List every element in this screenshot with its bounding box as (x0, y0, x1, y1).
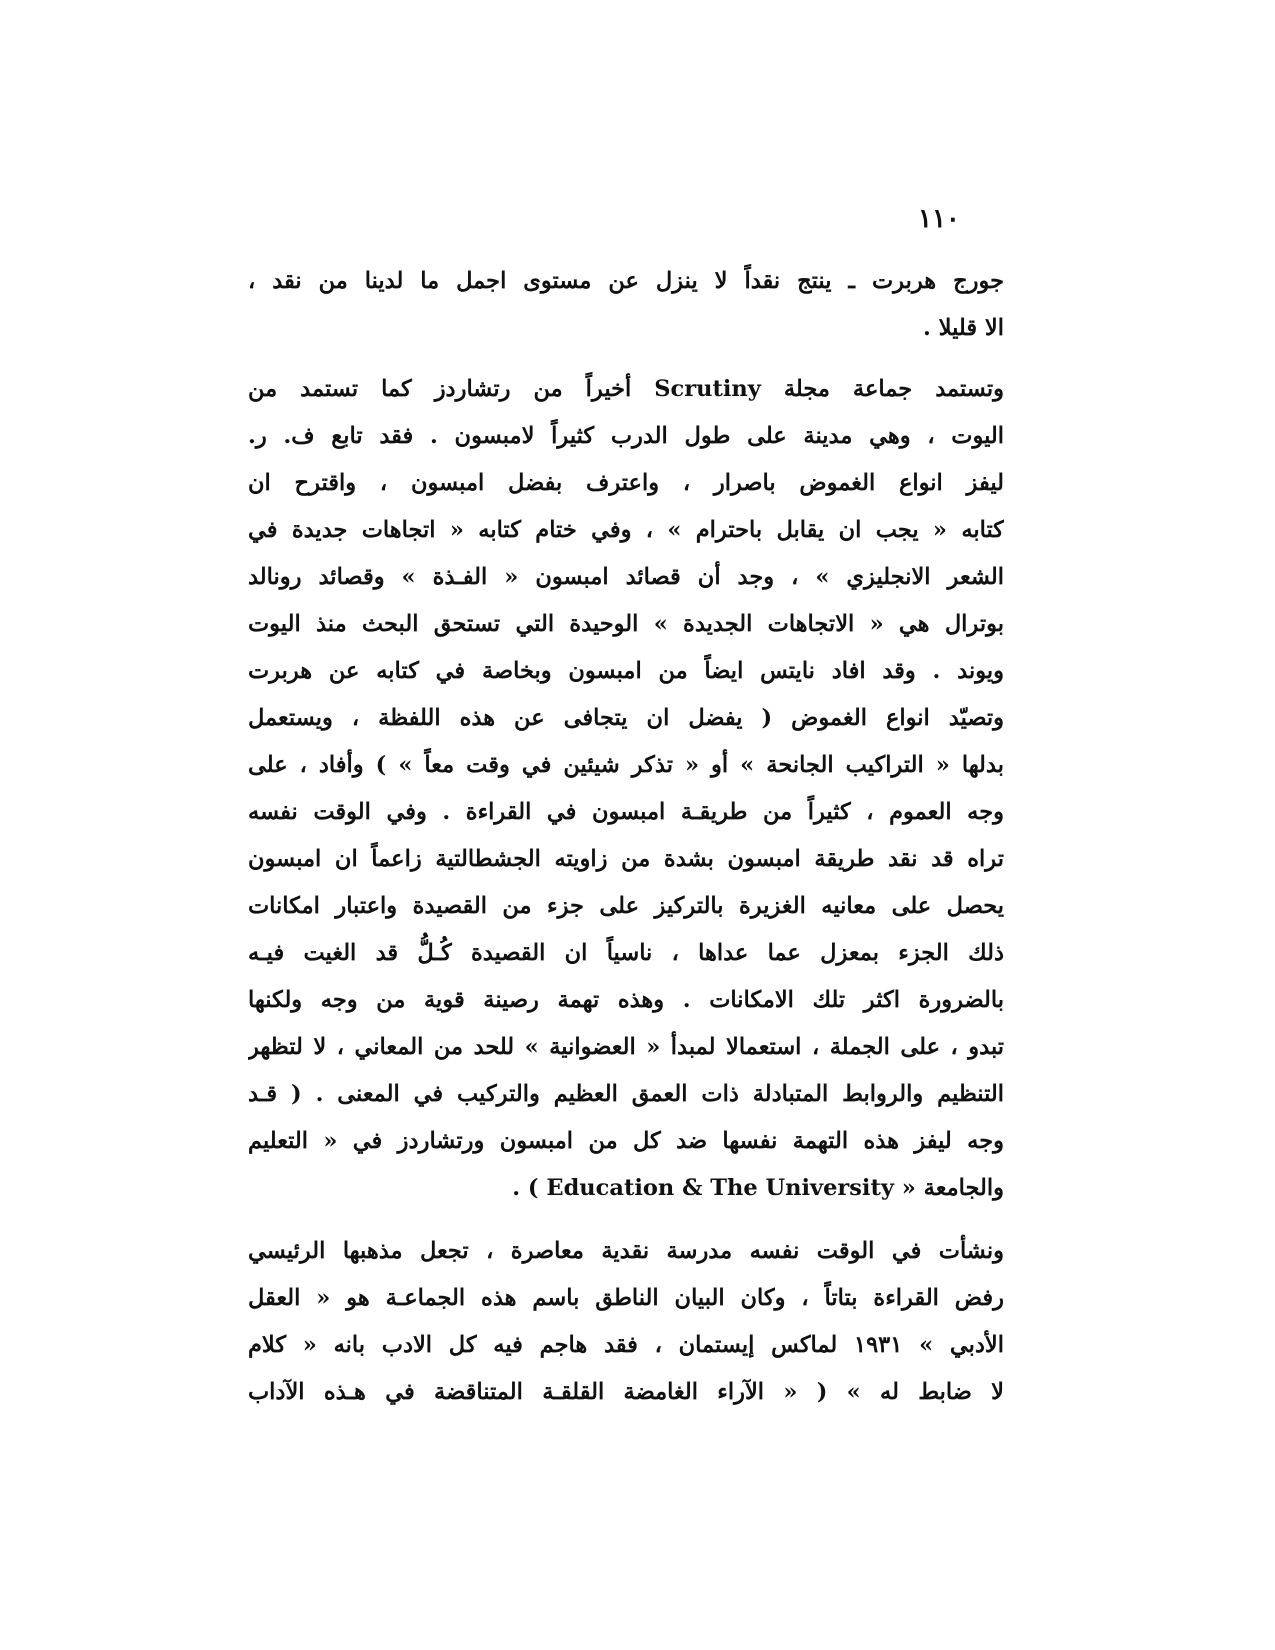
text-line: بوترال هي « الاتجاهات الجديدة » الوحيدة التي تستحق البحث منذ اليوت (248, 611, 1004, 637)
text-line: وتصيّد انواع الغموض ( يفضل ان يتجافى عن هذه اللفظة ، ويستعمل (248, 705, 1004, 731)
text-line: لا ضابط له » ( « الآراء الغامضة القلقـة المتناقضة في هـذه الآداب (248, 1379, 1004, 1405)
text-line: تراه قد نقد طريقة امبسون بشدة من زاويته الجشطالتية زاعماً ان امبسون (248, 846, 1004, 872)
text-line: الأدبي » ١٩٣١ لماكس إيستمان ، فقد هاجم فيه كل الادب بانه « كلام (248, 1332, 1004, 1358)
text-line: الا قليلا . (922, 315, 1004, 341)
text-line: وجه العموم ، كثيراً من طريقـة امبسون في القراءة . وفي الوقت نفسه (248, 799, 1004, 825)
text-line: التنظيم والروابط المتبادلة ذات العمق العظيم والتركيب في المعنى . ( قـد (248, 1081, 1004, 1107)
paragraph-1 (248, 258, 1004, 352)
text-line: كتابه « يجب ان يقابل باحترام » ، وفي ختام كتابه « اتجاهات جديدة في (248, 517, 1004, 543)
text-line: ونشأت في الوقت نفسه مدرسة نقدية معاصرة ، تجعل مذهبها الرئيسي (248, 1238, 1004, 1264)
text-line: وتستمد جماعة مجلة Scrutiny أخيراً من رتشاردز كما تستمد من (248, 376, 1004, 402)
text-line: والجامعة « Education & The University ) . (512, 1175, 1004, 1201)
paragraph-2 (248, 366, 1004, 1212)
text-line: بالضرورة اكثر تلك الامكانات . وهذه تهمة رصينة قوية من وجه ولكنها (248, 987, 1004, 1013)
text-line: ليفز انواع الغموض باصرار ، واعترف بفضل امبسون ، واقترح ان (248, 470, 1004, 496)
text-line: يحصل على معانيه الغزيرة بالتركيز على جزء من القصيدة واعتبار امكانات (248, 893, 1004, 919)
text-line: جورج هربرت ـ ينتج نقداً لا ينزل عن مستوى اجمل ما لدينا من نقد ، (248, 268, 1004, 294)
text-line: وجه ليفز هذه التهمة نفسها ضد كل من امبسون ورتشاردز في « التعليم (248, 1128, 1004, 1154)
page-number: ١١٠ (918, 204, 960, 234)
text-line: الشعر الانجليزي » ، وجد أن قصائد امبسون « الفـذة » وقصائد رونالد (248, 564, 1004, 590)
text-line: ويوند . وقد افاد نايتس ايضاً من امبسون وبخاصة في كتابه عن هربرت (248, 658, 1004, 684)
text-line: ذلك الجزء بمعزل عما عداها ، ناسياً ان القصيدة كُـلُّ قد الغيت فيـه (248, 940, 1004, 966)
text-line: بدلها « التراكيب الجانحة » أو « تذكر شيئين في وقت معاً » ) وأفاد ، على (248, 752, 1004, 778)
text-line: اليوت ، وهي مدينة على طول الدرب كثيراً لامبسون . فقد تابع ف. ر. (248, 423, 1004, 449)
text-line: تبدو ، على الجملة ، استعمالا لمبدأ « العضوانية » للحد من المعاني ، لا لتظهر (248, 1034, 1004, 1060)
text-line: رفض القراءة بتاتاً ، وكان البيان الناطق باسم هذه الجماعـة هو « العقل (248, 1285, 1004, 1311)
paragraph-3 (248, 1228, 1004, 1416)
